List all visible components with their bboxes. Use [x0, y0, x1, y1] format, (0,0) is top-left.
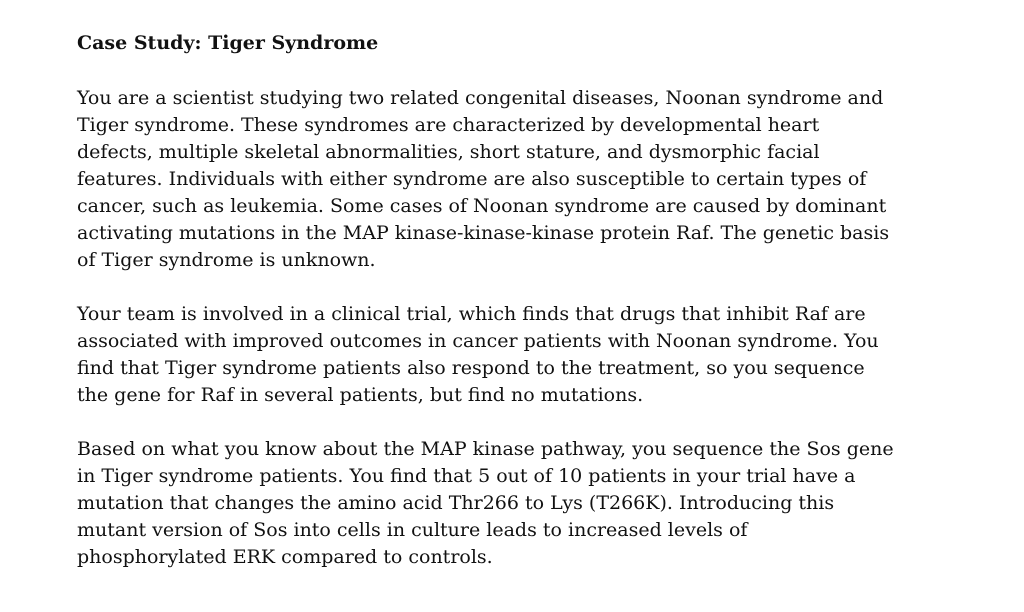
- paragraph-line: phosphorylated ERK compared to controls.: [77, 546, 493, 568]
- paragraph-line: defects, multiple skeletal abnormalities, short stature, and dysmorphic facial: [77, 141, 820, 163]
- paragraph-line: You are a scientist studying two related congenital diseases, Noonan syndrome and: [77, 87, 884, 109]
- spacer: [77, 57, 957, 85]
- paragraph-line: mutant version of Sos into cells in culture leads to increased levels of: [77, 519, 748, 541]
- spacer: [77, 274, 957, 301]
- paragraph-3: [77, 436, 957, 571]
- paragraph-line: associated with improved outcomes in cancer patients with Noonan syndrome. You: [77, 330, 879, 352]
- paragraph-line: of Tiger syndrome is unknown.: [77, 249, 376, 271]
- paragraph-line: features. Individuals with either syndrome are also susceptible to certain types of: [77, 168, 867, 190]
- paragraph-line: Your team is involved in a clinical trial, which finds that drugs that inhibit Raf are: [77, 303, 866, 325]
- paragraph-2: [77, 301, 957, 409]
- document-title: Case Study: Tiger Syndrome: [77, 32, 379, 54]
- document-body: [77, 30, 957, 571]
- paragraph-line: Tiger syndrome. These syndromes are characterized by developmental heart: [77, 114, 820, 136]
- paragraph-line: the gene for Raf in several patients, but find no mutations.: [77, 384, 644, 406]
- paragraph-line: Based on what you know about the MAP kinase pathway, you sequence the Sos gene: [77, 438, 894, 460]
- paragraph-line: in Tiger syndrome patients. You find that 5 out of 10 patients in your trial have a: [77, 465, 856, 487]
- paragraph-line: find that Tiger syndrome patients also respond to the treatment, so you sequence: [77, 357, 865, 379]
- paragraph-line: mutation that changes the amino acid Thr266 to Lys (T266K). Introducing this: [77, 492, 835, 514]
- paragraph-line: cancer, such as leukemia. Some cases of Noonan syndrome are caused by dominant: [77, 195, 887, 217]
- spacer: [77, 409, 957, 436]
- paragraph-line: activating mutations in the MAP kinase-kinase-kinase protein Raf. The genetic basis: [77, 222, 890, 244]
- paragraph-1: [77, 85, 957, 274]
